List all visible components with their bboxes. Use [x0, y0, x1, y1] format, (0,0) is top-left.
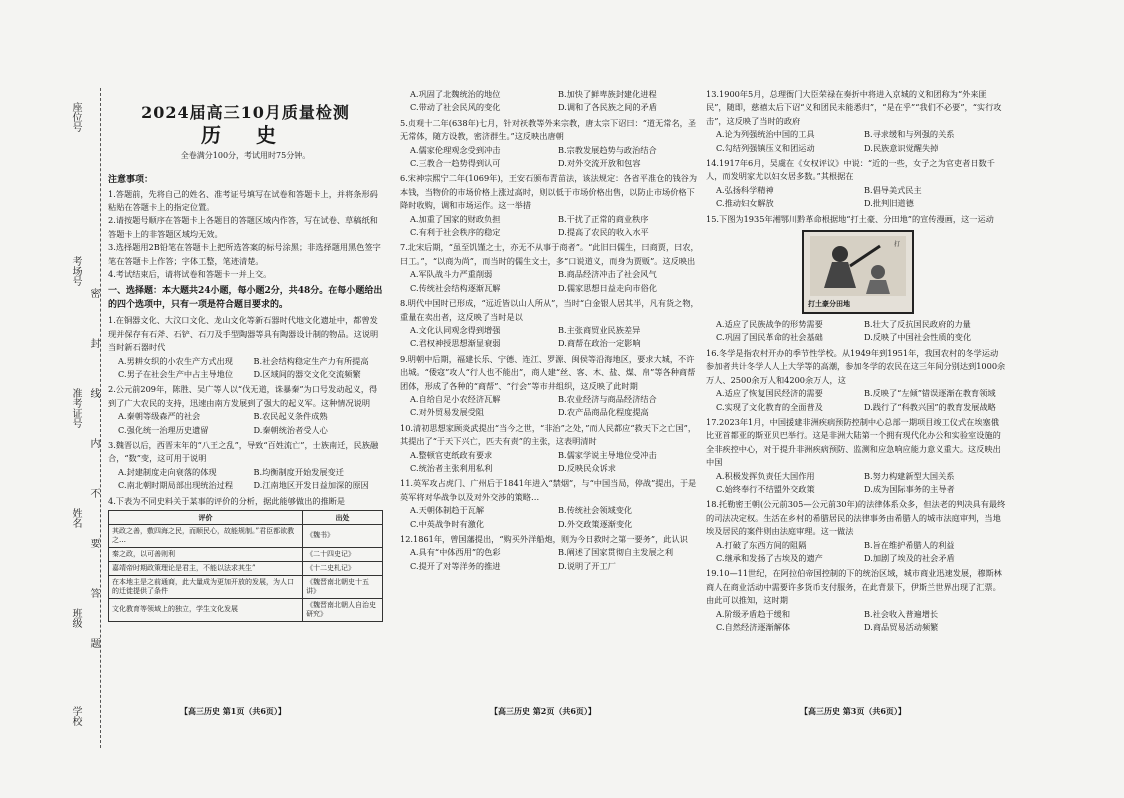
table-cell: 文化教育等领域上的独立，学生文化发展	[109, 598, 303, 621]
answer-option: C.南北朝时期局部出现统治过程	[118, 480, 234, 491]
section-heading: 一、选择题：本大题共24小题，每小题2分，共48分。在每小题给出的四个选项中，只有一项是符合题目要求的。	[108, 286, 383, 310]
answer-option: D.区域间的器交文化交流频繁	[253, 368, 361, 379]
answer-option: D.儒家思想日益走向市俗化	[558, 282, 657, 293]
answer-option: C.对外贸易发展受阻	[410, 407, 485, 418]
answer-option: C.始终奉行不结盟外交政策	[716, 483, 815, 494]
answer-option: D.批判旧道德	[864, 198, 914, 209]
question	[706, 88, 1006, 155]
table-row	[109, 598, 383, 621]
answer-option: A.男耕女织的小农生产方式出现	[118, 355, 233, 366]
binding-seal-3: 线	[88, 388, 99, 398]
answer-option: C.勾结列强镇压义和团运动	[716, 142, 815, 153]
question-stem: 9.明朝中后期，福建长乐、宁德、连江、罗源、闽侯等沿海地区，要求大城，不许出城。“倭寇”攻人“行人也不能出”，商人建“丝、客、木、盐、煤、帛”等各种商帮团体，形成了各种的“商帮”、“行会”等市井组织，这反映了此时期	[400, 353, 696, 391]
option-grid	[400, 268, 700, 295]
question-stem: 17.2023年1月，中国援建非洲疾病预防控制中心总部一期项目竣工仪式在埃塞俄比亚首都亚的斯亚贝巴举行。这是非洲大陆第一个拥有现代化办公和实验室设施的全非疾控中心，对于提升非洲疾病预防、监测和应急响应能力意义重大。这反映出中国	[706, 416, 1001, 468]
answer-option: D.商品贸易活动频繁	[864, 622, 939, 632]
answer-option: A.军队战斗力严重削弱	[410, 269, 493, 280]
table-cell: 在本地主是之前通商，此大量成为更加开放的发展，为人口的迁徙提供了条件	[109, 575, 303, 598]
answer-option: D.调和了各民族之间的矛盾	[558, 102, 657, 113]
column-3	[706, 86, 1006, 634]
question-stem: 15.下图为1935年湘鄂川黔革命根据地“打土豪、分田地”的宣传漫画，这一运动	[706, 213, 994, 224]
binding-seal-1: 密	[88, 288, 99, 298]
question-stem: 12.1861年，曾国藩提出，“购买外洋船炮，则为今日救时之第一要务”，此认识	[400, 534, 688, 544]
option-grid	[706, 318, 1006, 345]
answer-option: A.打破了东西方间的阻隔	[716, 539, 807, 550]
question-stem: 4.下表为不同史料关于某事的评价的分析，据此能够做出的推断是	[108, 495, 346, 506]
answer-option: C.自然经济逐渐解体	[716, 622, 791, 632]
option-grid	[108, 410, 383, 437]
column-2	[400, 86, 700, 573]
table-header: 出处	[303, 510, 383, 524]
binding-seal-6: 要	[88, 538, 99, 548]
question-stem: 6.宋神宗熙宁二年(1069年)，王安石颁布青苗法，该法规定：各省平准仓的钱谷为本钱，当物价的市场价格上涨过高时，则以低于市场价格出售，以防止市场价格下降时收购，调和市场运作。这一举措	[400, 173, 698, 211]
column-1	[108, 80, 383, 622]
propaganda-cartoon-icon	[802, 230, 914, 314]
answer-option: C.提开了对等洋务的推进	[410, 560, 501, 571]
answer-option: B.均衡制度开始发展变迁	[253, 466, 344, 477]
answer-option: B.商品经济冲击了社会风气	[558, 269, 657, 280]
answer-option: D.提高了农民的收入水平	[558, 227, 649, 238]
answer-option: D.江南地区开发日益加深的原因	[253, 480, 369, 491]
table-cell: 秦之政，以可善则利	[109, 547, 303, 561]
binding-seal-8: 题	[88, 638, 99, 648]
answer-option: B.阐述了国家贯彻自主发展之利	[558, 547, 674, 558]
cartoon-caption: 打土豪分田地	[808, 298, 850, 308]
answer-option: A.阶级矛盾趋于缓和	[716, 608, 791, 619]
question	[706, 416, 1006, 496]
answer-option: D.反映民众诉求	[558, 462, 616, 473]
option-grid	[706, 608, 1006, 635]
answer-option: C.推动妇女解放	[716, 198, 774, 209]
notice-item: 3.选择题用2B铅笔在答题卡上把所选答案的标号涂黑；非选择题用黑色签字笔在答题卡上作答；字体工整，笔迹清楚。	[108, 242, 381, 266]
answer-option: B.寻求缓和与列强的关系	[864, 129, 955, 140]
answer-option: B.农民起义条件成熟	[253, 411, 328, 422]
question-stem: 11.英军攻占虎门、广州后于1841年进入“禁烟”，与“中国当局，停战”提出，于是英军将对华战争以及对外交涉的策略…	[400, 478, 697, 502]
table-row	[109, 575, 383, 598]
exam-title: 2024届高三10月质量检测	[141, 103, 350, 122]
binding-seal-7: 答	[88, 588, 99, 598]
answer-option: B.旨在维护希腊人的利益	[864, 539, 955, 550]
answer-option: D.民族意识觉醒失掉	[864, 142, 939, 153]
answer-option: A.加重了国家的财政负担	[410, 213, 501, 224]
answer-option: D.对外交流开放和包容	[558, 158, 641, 169]
binding-room: 考场号	[70, 256, 81, 286]
answer-option: C.实现了文化教育的全面普及	[716, 401, 823, 412]
question-stem: 19.10—11世纪，在阿拉伯帝国控制的下的统治区域，城市商业迅速发展，穆斯林商人在商业活动中需要许多货币支付服务，在此背景下，伊斯兰世界出现了汇票。由此可以推知，这时期	[706, 568, 1002, 606]
binding-school: 学校	[70, 706, 81, 726]
question	[108, 314, 383, 381]
question-stem: 2.公元前209年，陈胜、吴广等人以“伐无道，诛暴秦”为口号发动起义，得到了广大农民的支持，迅速由南方发展到了强大的起义军。这种情况说明	[108, 384, 378, 408]
answer-option: B.传统社会领域变化	[558, 505, 633, 516]
answer-option: A.整顿官吏纸政有要求	[410, 449, 493, 460]
option-grid	[400, 213, 700, 240]
question-stem: 7.北宋后期，“虽至饥馑之士，亦无不从事于商者”。“此旧曰儒生，曰商贾，曰农，曰工。”，“以商为尚”，而当时的儒生文士，多“口说道义，而身为贾贩”。这反映出	[400, 242, 699, 266]
answer-option: B.壮大了反抗国民政府的力量	[864, 319, 971, 330]
answer-option: C.带动了社会民风的变化	[410, 102, 501, 113]
question	[108, 383, 383, 437]
answer-option: A.巩固了北魏统治的地位	[410, 89, 501, 99]
option-grid	[706, 128, 1006, 155]
answer-option: B.社会结构稳定生产力有所提高	[253, 355, 369, 366]
option-grid	[400, 88, 700, 115]
question	[400, 422, 700, 476]
answer-option: D.说明了开工厂	[558, 560, 616, 571]
answer-option: D.商帮在政治一定影响	[558, 338, 641, 349]
answer-option: C.中英战争时有激化	[410, 518, 485, 529]
option-grid	[108, 355, 383, 382]
page-footer-1: 【高三历史 第1页（共6页）】	[180, 706, 286, 716]
answer-option: A.自给自足小农经济瓦解	[410, 393, 501, 404]
option-grid	[400, 393, 700, 420]
option-grid	[108, 466, 383, 493]
question	[706, 347, 1006, 414]
answer-option: A.儒家伦理观念受到冲击	[410, 144, 501, 155]
question	[400, 172, 700, 239]
question	[706, 498, 1006, 565]
table-cell: 《二十四史记》	[303, 547, 383, 561]
answer-option: B.儒家学说主导地位受冲击	[558, 449, 657, 460]
question-stem: 18.托勒密王朝(公元前305—公元前30年)的法律体系众多，但法老的判决具有最终的司法决定权。生活在乡村的希腊居民的法律事务由希腊人的城市法庭审判，当地埃及居民的案件则由法庭审理。这一做法	[706, 499, 1006, 537]
question-list-3	[706, 88, 1006, 634]
table-cell: 其政之善，敷四海之民，而顺民心，故能规制。”君臣都欲教之…	[109, 524, 303, 547]
answer-option: B.加快了鲜卑族封建化进程	[558, 89, 657, 99]
table-cell: 《十二史札记》	[303, 561, 383, 575]
question	[706, 567, 1006, 634]
table-cell: 嘉靖帝时期政策理论是君主，不能以法求其生”	[109, 561, 303, 575]
table-row	[109, 524, 383, 547]
answer-option: B.农业经济与商品经济结合	[558, 393, 657, 404]
binding-class: 班级	[70, 608, 81, 628]
binding-seal-4: 内	[88, 438, 99, 448]
question-stem: 14.1917年6月，吴虞在《女权评议》中说：“近的一些，女子之为官吏者日数千人，而发明家尤以妇女居多数。”其根据在	[706, 158, 995, 182]
question	[108, 439, 383, 493]
question	[706, 318, 1006, 345]
question-stem: 8.明代中国时已形成，“远近皆以山人所从”，当时“白金银人居其半，凡有货之物，重量在卖出者，这反映了当时是以	[400, 298, 699, 322]
answer-option: C.男子在社会生产中占主导地位	[118, 368, 234, 379]
notice-item: 4.考试结束后，请将试卷和答题卡一并上交。	[108, 269, 272, 280]
option-grid	[706, 470, 1006, 497]
answer-option: D.践行了“科教兴国”的教育发展战略	[864, 401, 996, 412]
binding-seat: 座位号	[70, 102, 81, 132]
answer-option: C.巩固了国民革命的社会基础	[716, 332, 823, 343]
answer-option: B.宗教发展趋势与政治结合	[558, 144, 657, 155]
option-grid	[706, 539, 1006, 566]
answer-option: D.外交政策逐渐变化	[558, 518, 633, 529]
answer-option: A.论为列强统治中国的工具	[716, 129, 815, 140]
option-grid	[706, 387, 1006, 414]
answer-option: C.继承和发扬了古埃及的遗产	[716, 552, 823, 563]
answer-option: A.积极发挥负责任大国作用	[716, 470, 815, 481]
answer-option: B.反映了“左倾”错误逐渐在教育领域	[864, 388, 996, 399]
answer-option: B.努力构建新型大国关系	[864, 470, 955, 481]
answer-option: A.天朝体制趋于瓦解	[410, 505, 485, 516]
answer-option: D.成为国际事务的主导者	[864, 483, 955, 494]
question	[400, 297, 700, 351]
notice-item: 1.答题前，先将自己的姓名、准考证号填写在试卷和答题卡上，并将条形码粘贴在答题卡上的指定位置。	[108, 188, 378, 213]
answer-option: D.加剧了埃及的社会矛盾	[864, 552, 955, 563]
answer-option: C.君权神授思想渐显衰弱	[410, 338, 501, 349]
question-list-1	[108, 314, 383, 508]
answer-option: A.秦朝等级森严的社会	[118, 411, 201, 422]
binding-exam-no: 准考证号	[70, 388, 81, 428]
question-stem: 16.冬学是指农村开办的季节性学校。从1949年到1951年，我国农村的冬学运动参加者共计冬学人人上大学等的高潮，参加冬学的农民在这三年间分别达到1000余万人、2500余万人和4200余万人，这	[706, 347, 1006, 385]
evidence-table	[108, 510, 383, 622]
answer-option: C.三教合一趋势得到认可	[410, 158, 501, 169]
question-list-2	[400, 88, 700, 573]
binding-seal-5: 不	[88, 488, 99, 498]
answer-option: C.强化统一治理历史遗留	[118, 424, 209, 435]
option-grid	[400, 546, 700, 573]
answer-option: C.传统社会结构逐渐瓦解	[410, 282, 501, 293]
question	[400, 241, 700, 295]
answer-option: A.适应了民族战争的形势需要	[716, 319, 823, 330]
question	[400, 533, 700, 573]
answer-option: A.弘扬科学精神	[716, 184, 774, 195]
answer-option: D.秦朝统治者受人心	[253, 424, 328, 435]
option-grid	[400, 144, 700, 171]
question	[400, 88, 700, 115]
answer-option: D.农产品商品化程度提高	[558, 407, 649, 418]
question	[108, 495, 383, 508]
table-cell: 《魏书》	[303, 524, 383, 547]
answer-option: A.文化认同观念得到增强	[410, 324, 501, 335]
table-row	[109, 561, 383, 575]
table-cell: 《魏晋南北朝人自治史研究》	[303, 598, 383, 621]
exam-subject: 历 史	[201, 123, 290, 148]
question	[400, 117, 700, 171]
notice-item: 2.请按题号顺序在答题卡上各题目的答题区域内作答，写在试卷、草稿纸和答题卡上的非答题区域均无效。	[108, 215, 378, 239]
question-stem: 5.贞观十二年(638年)七月，针对祆教等外来宗教，唐太宗下诏曰：“道无常名，圣无常体，随方设教，密济群生。”这反映出唐朝	[400, 117, 697, 142]
binding-name: 姓名	[70, 508, 81, 528]
answer-option: A.适应了恢复国民经济的需要	[716, 388, 823, 399]
answer-option: A.具有“中体西用”的色彩	[410, 547, 501, 558]
question-stem: 10.清初思想家顾炎武提出“当今之世，“非治”之处，”而人民都应“救天下之亡国”，其提出了“于天下兴亡，匹夫有责”的主张，这表明清时	[400, 422, 697, 447]
question	[400, 353, 700, 420]
question-stem: 1.在铜器文化、大汶口文化、龙山文化等新石器时代地文化遗址中，都曾发现并保存有石斧、石铲、石刀及手型陶器等具有陶器设计制的物品。这说明当时新石器时代	[108, 315, 379, 353]
notice-heading: 注意事项：	[108, 175, 154, 186]
page-footer-2: 【高三历史 第2页（共6页）】	[490, 706, 596, 716]
answer-option: B.主张商贸业民族差异	[558, 324, 641, 335]
svg-text:打: 打	[894, 241, 901, 249]
option-grid	[400, 324, 700, 351]
option-grid	[400, 504, 700, 531]
table-row	[109, 547, 383, 561]
answer-option: B.倡导美式民主	[864, 184, 922, 195]
answer-option: C.统治者主张利用私利	[410, 462, 493, 473]
question	[400, 477, 700, 531]
question-stem: 3.魏晋以后，西晋末年的“八王之乱”，导致“百姓流亡”，士族南迁，民族融合，“数”变，这可用于说明	[108, 439, 379, 464]
option-grid	[400, 449, 700, 476]
table-cell: 《魏晋南北朝史十五讲》	[303, 575, 383, 598]
option-grid	[706, 184, 1006, 211]
answer-option: B.社会收入普遍增长	[864, 608, 939, 619]
question-stem: 13.1900年5月，总理衙门大臣荣禄在奏折中将进入京城的义和团称为“外来匪民”，随即，慈禧太后下诏“义和团民未能悉归”，“是在乎”“我们不必要”，“实行攻击”，这反映了当时的政府	[706, 89, 1002, 126]
binding-margin	[66, 88, 101, 748]
answer-option: C.有利于社会秩序的稳定	[410, 227, 501, 238]
page-footer-3: 【高三历史 第3页（共6页）】	[800, 706, 906, 716]
answer-option: B.干扰了正常的商业秩序	[558, 213, 649, 224]
table-header: 评价	[109, 510, 303, 524]
question	[706, 157, 1006, 211]
answer-option: A.封建制度走向衰落的体现	[118, 466, 217, 477]
binding-seal-2: 封	[88, 338, 99, 348]
answer-option: D.反映了中国社会性质的变化	[864, 332, 972, 343]
exam-meta: 全卷满分100分，考试用时75分钟。	[180, 150, 311, 160]
question	[706, 213, 1006, 226]
